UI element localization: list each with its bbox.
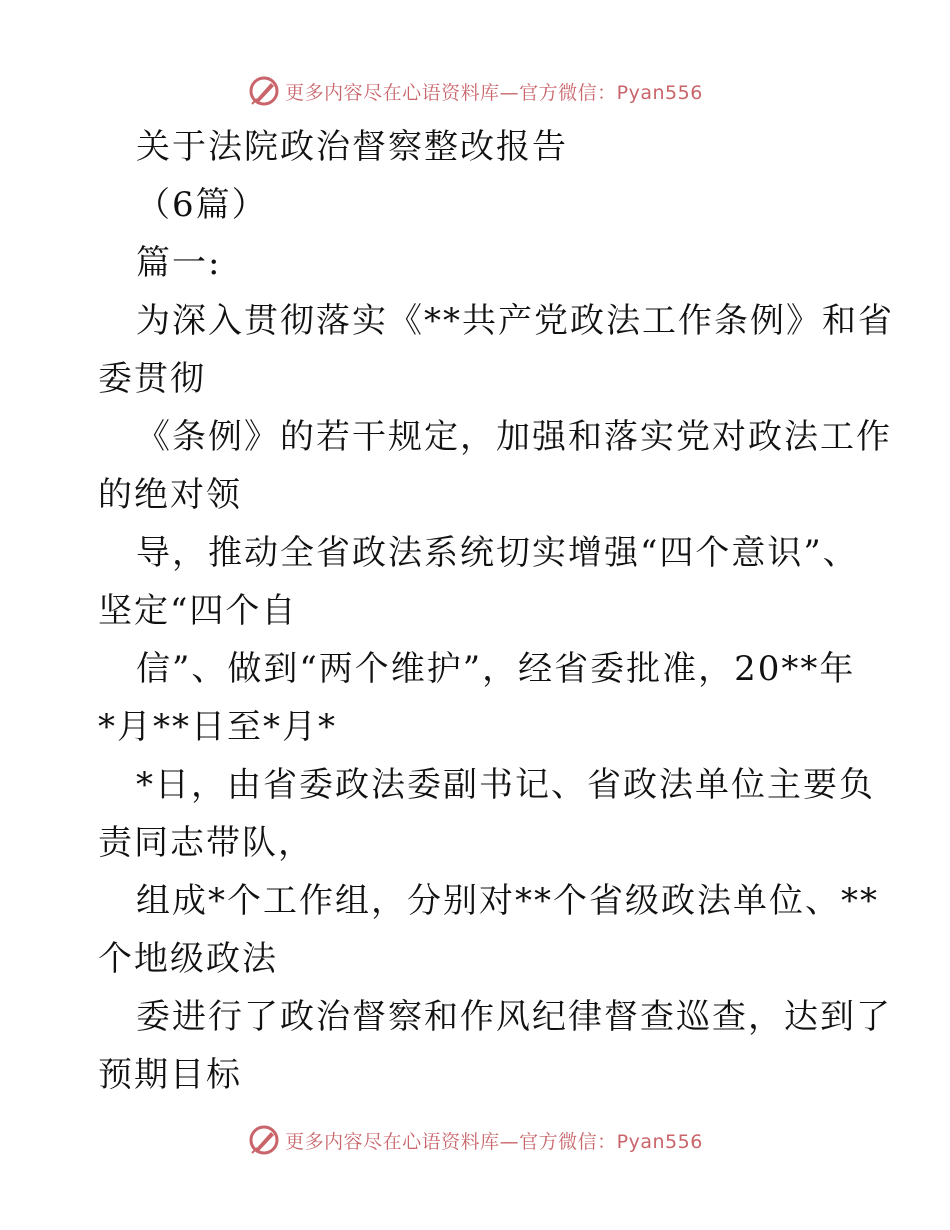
text-line: 的绝对领 xyxy=(98,475,242,515)
text-line: 坚定“四个自 xyxy=(98,591,298,631)
text-line: 个地级政法 xyxy=(98,939,278,979)
text-line: 为深入贯彻落实《**共产党政法工作条例》和省 xyxy=(136,301,894,341)
text-line: 委进行了政治督察和作风纪律督查巡查，达到了 xyxy=(136,997,892,1037)
text-line: （6篇） xyxy=(136,185,268,225)
text-line: 预期目标 xyxy=(98,1055,242,1095)
watermark-header xyxy=(0,74,950,108)
watermark-text: 更多内容尽在心语资料库—官方微信：Pyan556 xyxy=(285,1130,703,1153)
watermark-footer xyxy=(0,1123,950,1157)
text-line: 信”、做到“两个维护”，经省委批准，20**年 xyxy=(136,649,856,689)
text-line: 导，推动全省政法系统切实增强“四个意识”、 xyxy=(136,533,859,573)
text-line: 责同志带队， xyxy=(98,823,314,863)
text-line: 委贯彻 xyxy=(98,359,206,399)
quill-logo-icon xyxy=(247,1123,281,1157)
text-line: *日，由省委政法委副书记、省政法单位主要负 xyxy=(136,765,875,805)
watermark-text: 更多内容尽在心语资料库—官方微信：Pyan556 xyxy=(285,81,703,104)
text-line: 《条例》的若干规定，加强和落实党对政法工作 xyxy=(136,417,892,457)
text-line: *月**日至*月* xyxy=(98,707,337,747)
document-body xyxy=(98,118,894,1104)
document-title: 关于法院政治督察整改报告 xyxy=(136,127,568,167)
quill-logo-icon xyxy=(247,74,281,108)
text-line: 组成*个工作组，分别对**个省级政法单位、** xyxy=(136,881,879,921)
text-line: 篇一: xyxy=(136,243,222,283)
